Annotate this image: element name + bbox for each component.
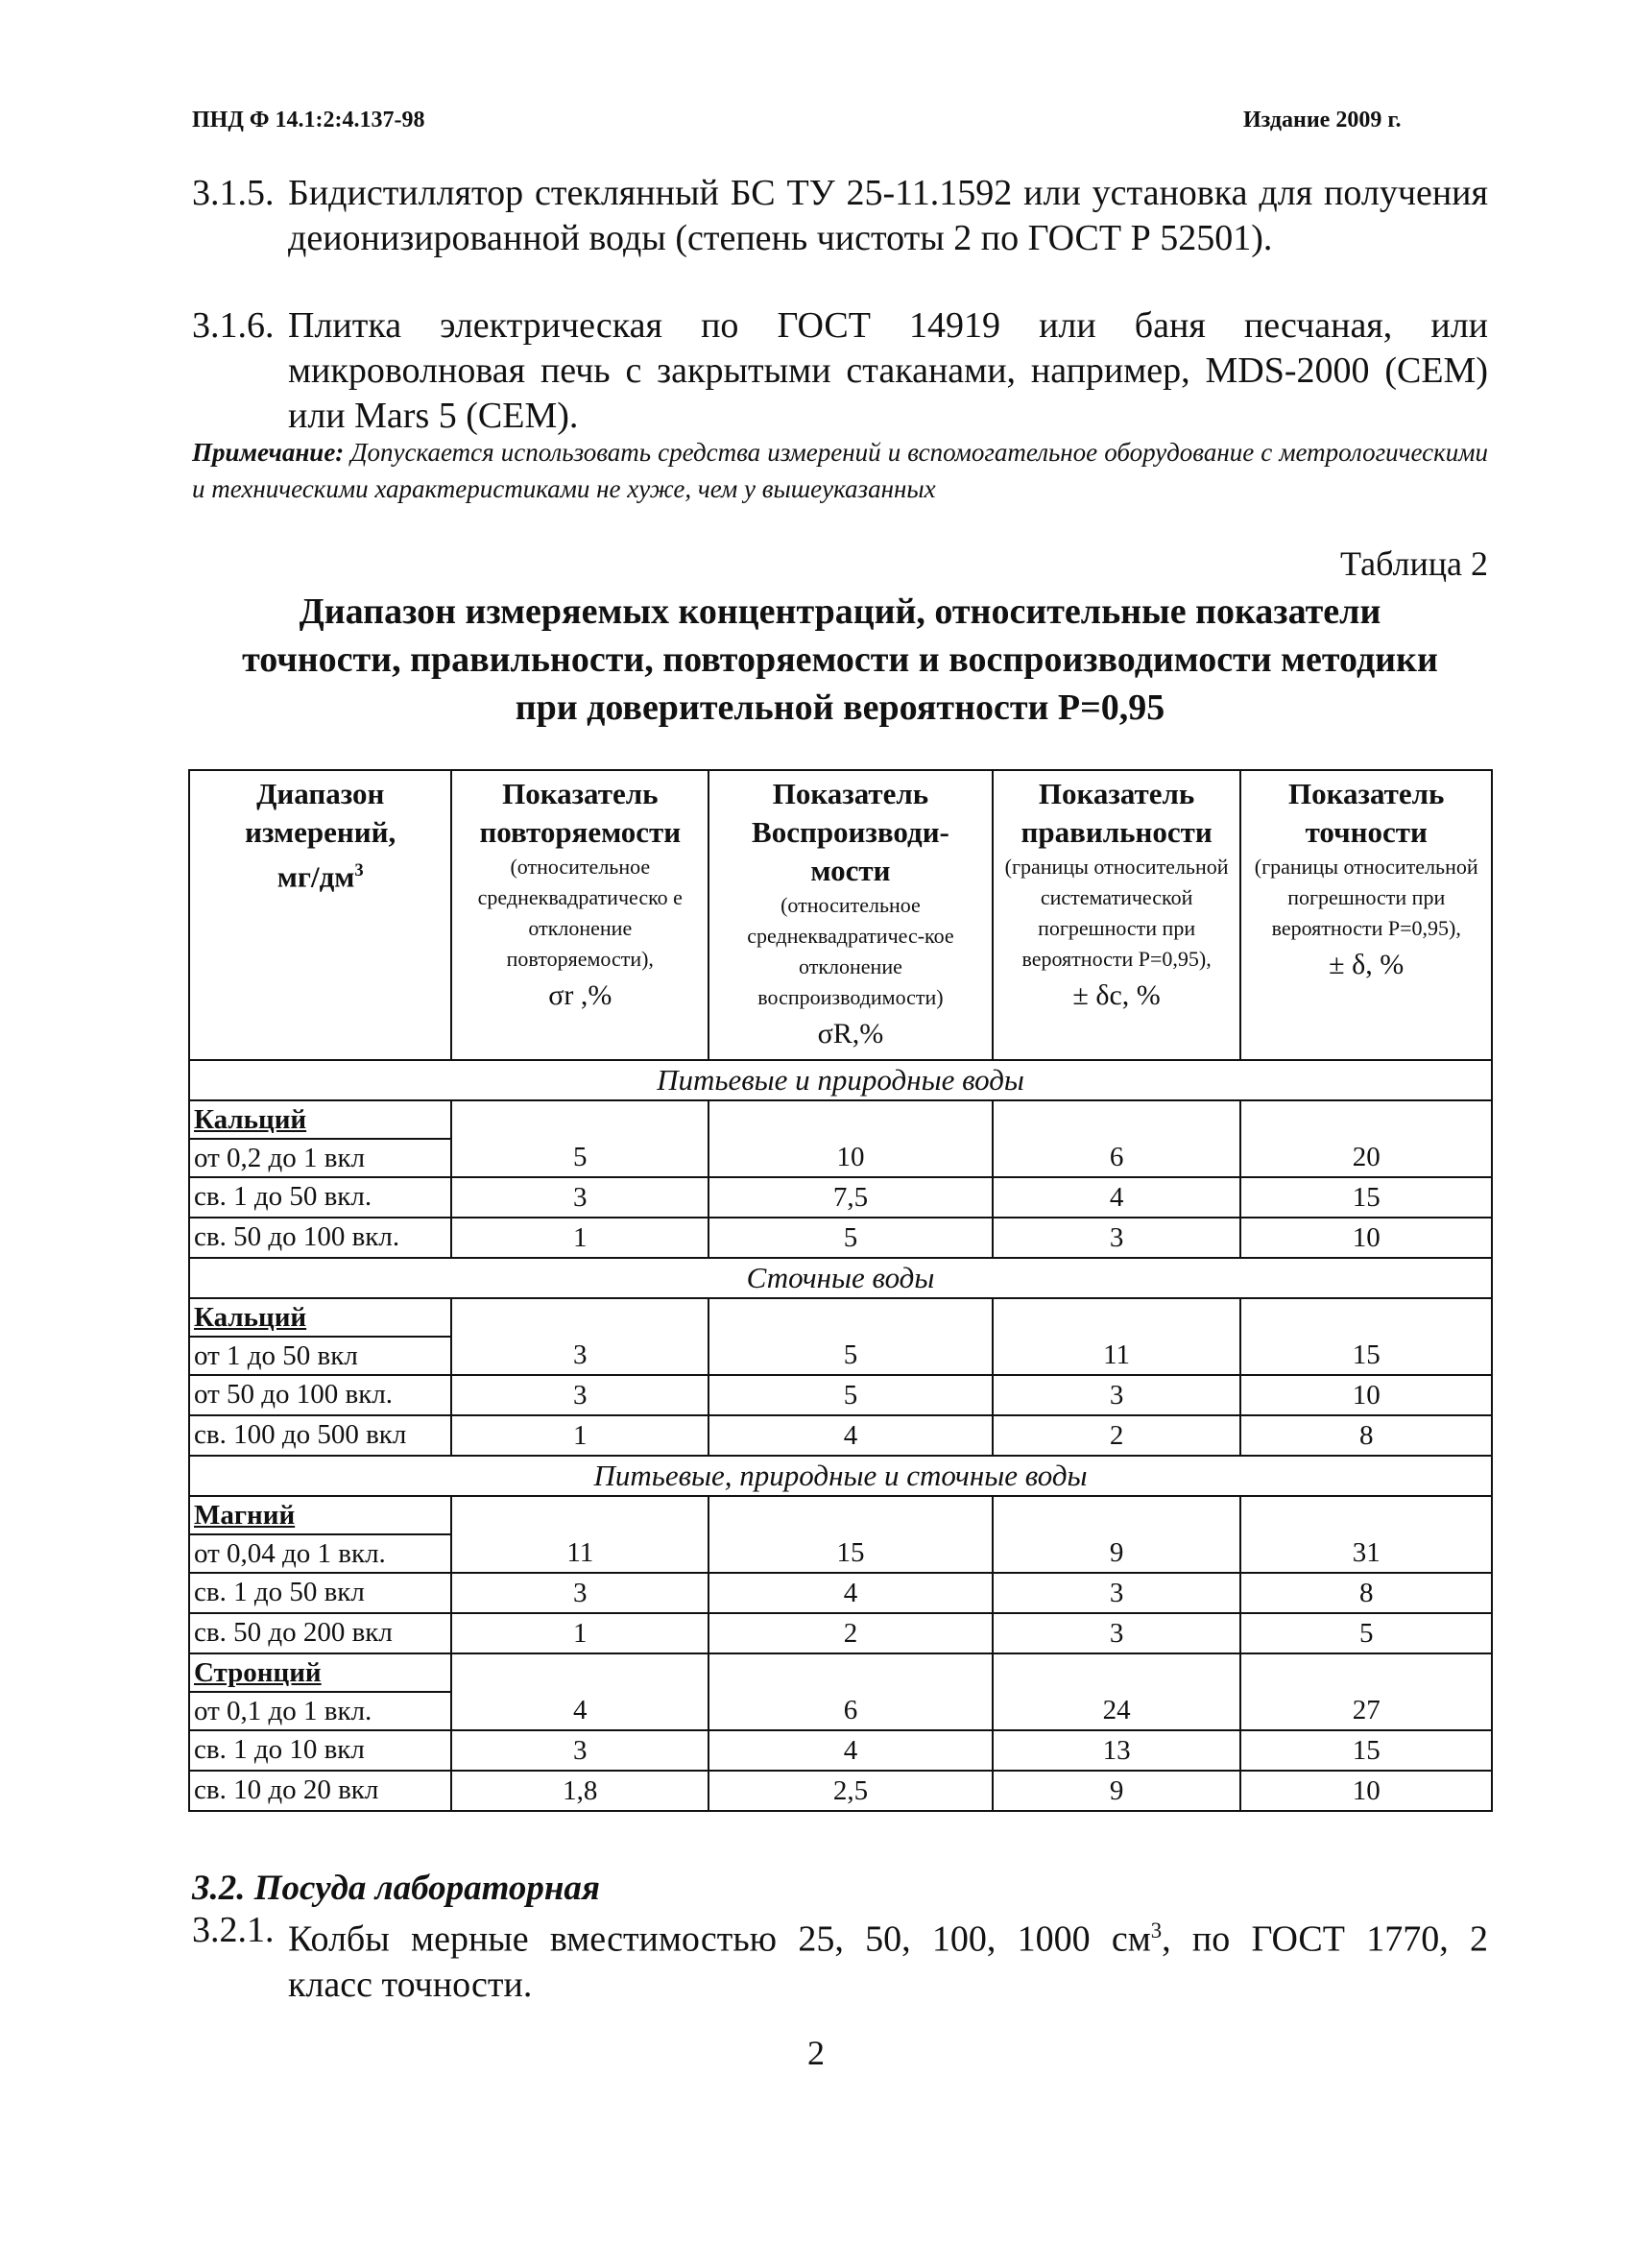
item-text: Колбы мерные вместимостью 25, 50, 100, 1000 $см^3$, по ГОСТ 1770, 2 bbox=[288, 1918, 1488, 1960]
document-code: ПНД Ф 14.1:2:4.137-98 bbox=[192, 108, 425, 133]
header-range: Диапазон измерений, $мг/дм^3$ bbox=[189, 770, 451, 1060]
cell: 1 bbox=[451, 1415, 708, 1456]
cell: 4 bbox=[708, 1415, 993, 1456]
cell: 11 bbox=[451, 1496, 708, 1573]
table-row bbox=[189, 1496, 1492, 1534]
table-row bbox=[189, 1573, 1492, 1613]
table-header-row bbox=[189, 770, 1492, 1060]
range-cell: от 0,1 до 1 вкл. bbox=[189, 1692, 451, 1730]
cell: 4 bbox=[993, 1177, 1241, 1218]
range-cell: св. 50 до 100 вкл. bbox=[189, 1218, 451, 1258]
cell: 10 bbox=[1240, 1771, 1492, 1811]
cell: 5 bbox=[708, 1298, 993, 1375]
element-name: Стронций bbox=[194, 1657, 322, 1688]
note-label: Примечание: bbox=[192, 438, 345, 467]
section-heading-3-2: 3.2. Посуда лабораторная bbox=[192, 1869, 600, 1908]
cell: 5 bbox=[708, 1218, 993, 1258]
cell: 3 bbox=[451, 1573, 708, 1613]
list-item-3-2-1 bbox=[192, 1908, 1488, 2008]
cell: 15 bbox=[1240, 1298, 1492, 1375]
cell: 3 bbox=[993, 1375, 1241, 1415]
cell: 31 bbox=[1240, 1496, 1492, 1573]
element-name: Магний bbox=[194, 1500, 296, 1531]
cell: 8 bbox=[1240, 1415, 1492, 1456]
cell: 9 bbox=[993, 1771, 1241, 1811]
range-cell: св. 1 до 10 вкл bbox=[189, 1730, 451, 1771]
cell: 5 bbox=[451, 1100, 708, 1177]
table-title-line: Диапазон измеряемых концентраций, относительные показатели bbox=[299, 591, 1381, 632]
item-text-continued: класс точности. bbox=[288, 1964, 533, 2005]
cell: 2 bbox=[993, 1415, 1241, 1456]
range-cell: от 50 до 100 вкл. bbox=[189, 1375, 451, 1415]
cell: 7,5 bbox=[708, 1177, 993, 1218]
element-name: Кальций bbox=[194, 1302, 307, 1333]
cell: 24 bbox=[993, 1653, 1241, 1730]
page-number: 2 bbox=[807, 2034, 825, 2072]
item-number: 3.1.6. bbox=[192, 305, 275, 346]
table-row bbox=[189, 1375, 1492, 1415]
table-row bbox=[189, 1730, 1492, 1771]
cell: 20 bbox=[1240, 1100, 1492, 1177]
table-row bbox=[189, 1613, 1492, 1653]
range-cell: св. 50 до 200 вкл bbox=[189, 1613, 451, 1653]
cell: 5 bbox=[708, 1375, 993, 1415]
table-row bbox=[189, 1653, 1492, 1692]
section-label: Питьевые и природные воды bbox=[189, 1060, 1492, 1100]
cell: 3 bbox=[451, 1177, 708, 1218]
cell: 4 bbox=[708, 1730, 993, 1771]
element-name: Кальций bbox=[194, 1104, 307, 1135]
section-row bbox=[189, 1456, 1492, 1496]
range-cell: св. 1 до 50 вкл bbox=[189, 1573, 451, 1613]
cell: 11 bbox=[993, 1298, 1241, 1375]
cell: 4 bbox=[451, 1653, 708, 1730]
cell: 10 bbox=[1240, 1218, 1492, 1258]
table-row bbox=[189, 1771, 1492, 1811]
cell: 3 bbox=[993, 1613, 1241, 1653]
table-row bbox=[189, 1100, 1492, 1139]
edition-label: Издание 2009 г. bbox=[1243, 108, 1402, 133]
cell: 4 bbox=[708, 1573, 993, 1613]
range-cell: св. 1 до 50 вкл. bbox=[189, 1177, 451, 1218]
note bbox=[192, 434, 1488, 507]
table-row bbox=[189, 1415, 1492, 1456]
cell: 3 bbox=[451, 1298, 708, 1375]
table-row bbox=[189, 1218, 1492, 1258]
item-number: 3.1.5. bbox=[192, 173, 275, 213]
section-row bbox=[189, 1060, 1492, 1100]
metrology-table bbox=[188, 769, 1493, 1812]
range-cell: от 1 до 50 вкл bbox=[189, 1337, 451, 1375]
cell: 3 bbox=[993, 1218, 1241, 1258]
item-text: Плитка электрическая по ГОСТ 14919 или баня песчаная, или микроволновая печь с закрытыми стаканами, например, MDS-2000 (CEM) или Mars 5 (CEM). bbox=[288, 305, 1488, 436]
cell: 9 bbox=[993, 1496, 1241, 1573]
cell: 10 bbox=[708, 1100, 993, 1177]
cell: 6 bbox=[708, 1653, 993, 1730]
cell: 2,5 bbox=[708, 1771, 993, 1811]
header-reproducibility: Показатель Воспроизводи- мости (относительное среднеквадратичес-кое отклонение воспроизводимости) σR,% bbox=[708, 770, 993, 1060]
cell: 27 bbox=[1240, 1653, 1492, 1730]
cell: 15 bbox=[1240, 1730, 1492, 1771]
cell: 6 bbox=[993, 1100, 1241, 1177]
table-title-line: точности, правильности, повторяемости и воспроизводимости методики bbox=[242, 639, 1438, 680]
cell: 15 bbox=[708, 1496, 993, 1573]
cell: 1 bbox=[451, 1613, 708, 1653]
item-text: Бидистиллятор стеклянный БС ТУ 25-11.1592 или установка для получения деионизированной воды (степень чистоты 2 по ГОСТ Р 52501). bbox=[288, 173, 1488, 258]
cell: 1 bbox=[451, 1218, 708, 1258]
cell: 3 bbox=[993, 1573, 1241, 1613]
cell: 1,8 bbox=[451, 1771, 708, 1811]
range-cell: св. 100 до 500 вкл bbox=[189, 1415, 451, 1456]
section-label: Сточные воды bbox=[189, 1258, 1492, 1298]
table-label: Таблица 2 bbox=[1340, 544, 1488, 583]
header-repeatability: Показатель повторяемости (относительное среднеквадратическо е отклонение повторяемости), σr ,% bbox=[451, 770, 708, 1060]
section-row bbox=[189, 1258, 1492, 1298]
cell: 8 bbox=[1240, 1573, 1492, 1613]
header-correctness: Показатель правильности (границы относительной систематической погрешности при вероятности Р=0,95), ± δc, % bbox=[993, 770, 1241, 1060]
list-item-3-1-6 bbox=[192, 303, 1488, 439]
range-cell: от 0,2 до 1 вкл bbox=[189, 1139, 451, 1177]
cell: 10 bbox=[1240, 1375, 1492, 1415]
section-label: Питьевые, природные и сточные воды bbox=[189, 1456, 1492, 1496]
header-accuracy: Показатель точности (границы относительной погрешности при вероятности Р=0,95), ± δ, % bbox=[1240, 770, 1492, 1060]
cell: 2 bbox=[708, 1613, 993, 1653]
cell: 3 bbox=[451, 1375, 708, 1415]
range-cell: св. 10 до 20 вкл bbox=[189, 1771, 451, 1811]
cell: 5 bbox=[1240, 1613, 1492, 1653]
item-number: 3.2.1. bbox=[192, 1910, 275, 1950]
table-row bbox=[189, 1177, 1492, 1218]
cell: 15 bbox=[1240, 1177, 1492, 1218]
table-title-line: при доверительной вероятности Р=0,95 bbox=[515, 688, 1165, 728]
table-title bbox=[187, 588, 1493, 732]
table-row bbox=[189, 1298, 1492, 1337]
range-cell: от 0,04 до 1 вкл. bbox=[189, 1534, 451, 1573]
cell: 3 bbox=[451, 1730, 708, 1771]
cell: 13 bbox=[993, 1730, 1241, 1771]
note-text: Допускается использовать средства измерений и вспомогательное оборудование с метрологическими и техническими характеристиками не хуже, чем у вышеуказанных bbox=[192, 438, 1488, 503]
list-item-3-1-5 bbox=[192, 171, 1488, 261]
